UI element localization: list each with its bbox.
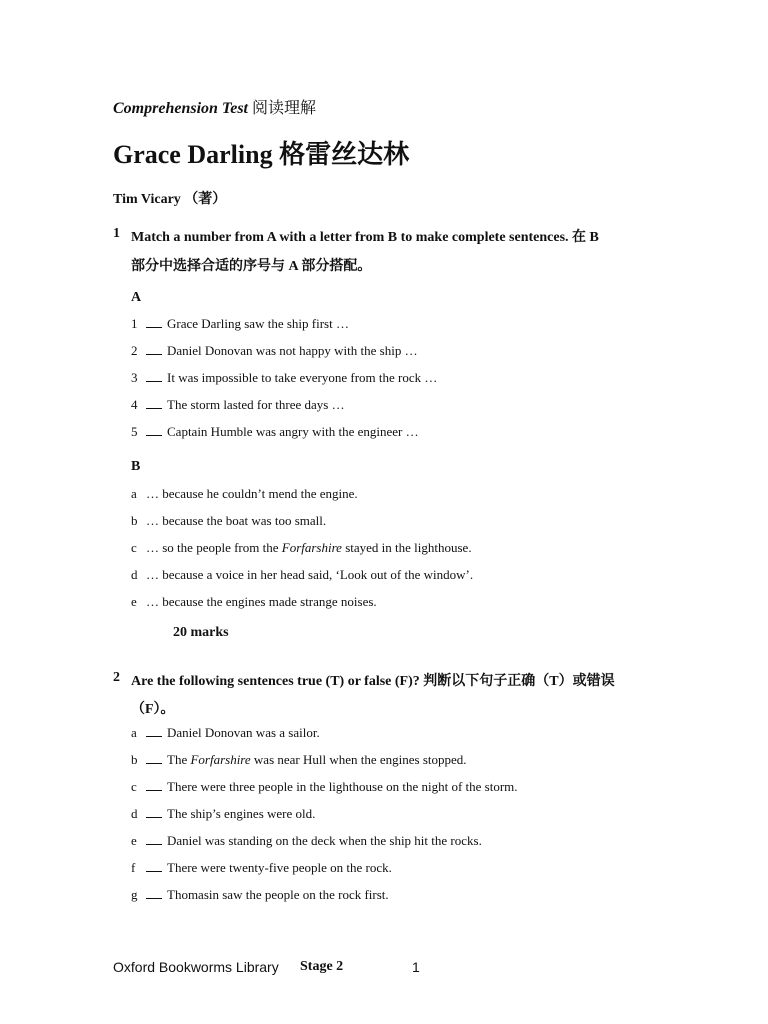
- footer-library: Oxford Bookworms Library: [113, 959, 279, 975]
- section-a-item: [131, 370, 437, 386]
- question-2-item: [131, 806, 315, 822]
- item-text: The: [167, 752, 191, 767]
- section-a-item: [131, 424, 419, 440]
- author-line: Tim Vicary （著）: [113, 192, 227, 207]
- footer-stage: Stage 2: [300, 959, 344, 974]
- question-2-item: [131, 779, 518, 795]
- answer-blank[interactable]: [146, 779, 162, 791]
- item-text-end: stayed in the lighthouse.: [341, 540, 472, 555]
- answer-blank[interactable]: [146, 424, 162, 436]
- item-label: f: [131, 860, 136, 875]
- item-text: … because the boat was too small.: [146, 513, 327, 528]
- page-number: 1: [412, 959, 420, 975]
- item-text: … because he couldn’t mend the engine.: [146, 486, 358, 501]
- page-title: Grace Darling 格雷丝达林: [113, 140, 410, 169]
- question-1-number: 1: [113, 226, 120, 241]
- item-text-end: was near Hull when the engines stopped.: [250, 752, 467, 767]
- ship-name: Forfarshire: [190, 752, 251, 767]
- answer-blank[interactable]: [146, 887, 162, 899]
- section-b-item: [131, 486, 358, 502]
- item-label: 5: [131, 424, 138, 439]
- item-label: g: [131, 887, 138, 902]
- item-text: Grace Darling saw the ship first …: [167, 316, 349, 331]
- section-a-label: A: [131, 290, 142, 305]
- item-text: Captain Humble was angry with the engineer …: [167, 424, 419, 439]
- item-text: It was impossible to take everyone from the rock …: [167, 370, 438, 385]
- answer-blank[interactable]: [146, 752, 162, 764]
- item-text: Daniel Donovan was a sailor.: [167, 725, 320, 740]
- section-a-item: [131, 397, 345, 413]
- section-b-item: [131, 513, 326, 529]
- item-text: The storm lasted for three days …: [167, 397, 345, 412]
- item-label: e: [131, 833, 137, 848]
- question-2-item: [131, 833, 482, 849]
- answer-blank[interactable]: [146, 316, 162, 328]
- question-2-item: [131, 887, 389, 903]
- section-b-item: [131, 594, 377, 610]
- question-1-instruction-line1: Match a number from A with a letter from B to make complete sentences. 在 B: [131, 230, 599, 245]
- item-text: … so the people from the: [146, 540, 282, 555]
- question-2-instruction-line1: Are the following sentences true (T) or false (F)? 判断以下句子正确（T）或错误: [131, 674, 615, 689]
- item-label: a: [131, 486, 137, 501]
- item-label: b: [131, 752, 138, 767]
- marks-label: 20 marks: [173, 625, 229, 640]
- item-text: … because the engines made strange noises.: [146, 594, 377, 609]
- item-text: Daniel was standing on the deck when the ship hit the rocks.: [167, 833, 482, 848]
- question-2-item: [131, 725, 320, 741]
- item-text: The ship’s engines were old.: [167, 806, 316, 821]
- item-label: 3: [131, 370, 138, 385]
- section-a-item: [131, 343, 418, 359]
- answer-blank[interactable]: [146, 806, 162, 818]
- subtitle-english: Comprehension Test: [113, 100, 248, 117]
- item-label: d: [131, 806, 138, 821]
- question-2-instruction-line2: （F）。: [131, 702, 175, 717]
- answer-blank[interactable]: [146, 370, 162, 382]
- item-label: 2: [131, 343, 138, 358]
- section-a-item: [131, 316, 349, 332]
- answer-blank[interactable]: [146, 343, 162, 355]
- item-label: c: [131, 779, 137, 794]
- item-label: 4: [131, 397, 138, 412]
- answer-blank[interactable]: [146, 860, 162, 872]
- item-text: Daniel Donovan was not happy with the ship …: [167, 343, 418, 358]
- item-text: Thomasin saw the people on the rock first.: [167, 887, 389, 902]
- section-b-label: B: [131, 459, 141, 474]
- subtitle-chinese: 阅读理解: [252, 100, 317, 117]
- test-subtitle: [113, 95, 316, 118]
- item-label: b: [131, 513, 138, 528]
- answer-blank[interactable]: [146, 397, 162, 409]
- item-label: 1: [131, 316, 138, 331]
- item-label: a: [131, 725, 137, 740]
- ship-name: Forfarshire: [281, 540, 342, 555]
- item-text: There were twenty-five people on the rock.: [167, 860, 392, 875]
- question-1-instruction-line2: 部分中选择合适的序号与 A 部分搭配。: [131, 259, 372, 274]
- answer-blank[interactable]: [146, 833, 162, 845]
- item-text: There were three people in the lighthouse on the night of the storm.: [167, 779, 518, 794]
- item-label: e: [131, 594, 137, 609]
- question-2-item: [131, 752, 467, 768]
- question-2-number: 2: [113, 670, 120, 685]
- answer-blank[interactable]: [146, 725, 162, 737]
- item-text: … because a voice in her head said, ‘Look out of the window’.: [146, 567, 474, 582]
- section-b-item: [131, 567, 473, 583]
- question-2-item: [131, 860, 392, 876]
- item-label: d: [131, 567, 138, 582]
- item-label: c: [131, 540, 137, 555]
- section-b-item: [131, 540, 472, 556]
